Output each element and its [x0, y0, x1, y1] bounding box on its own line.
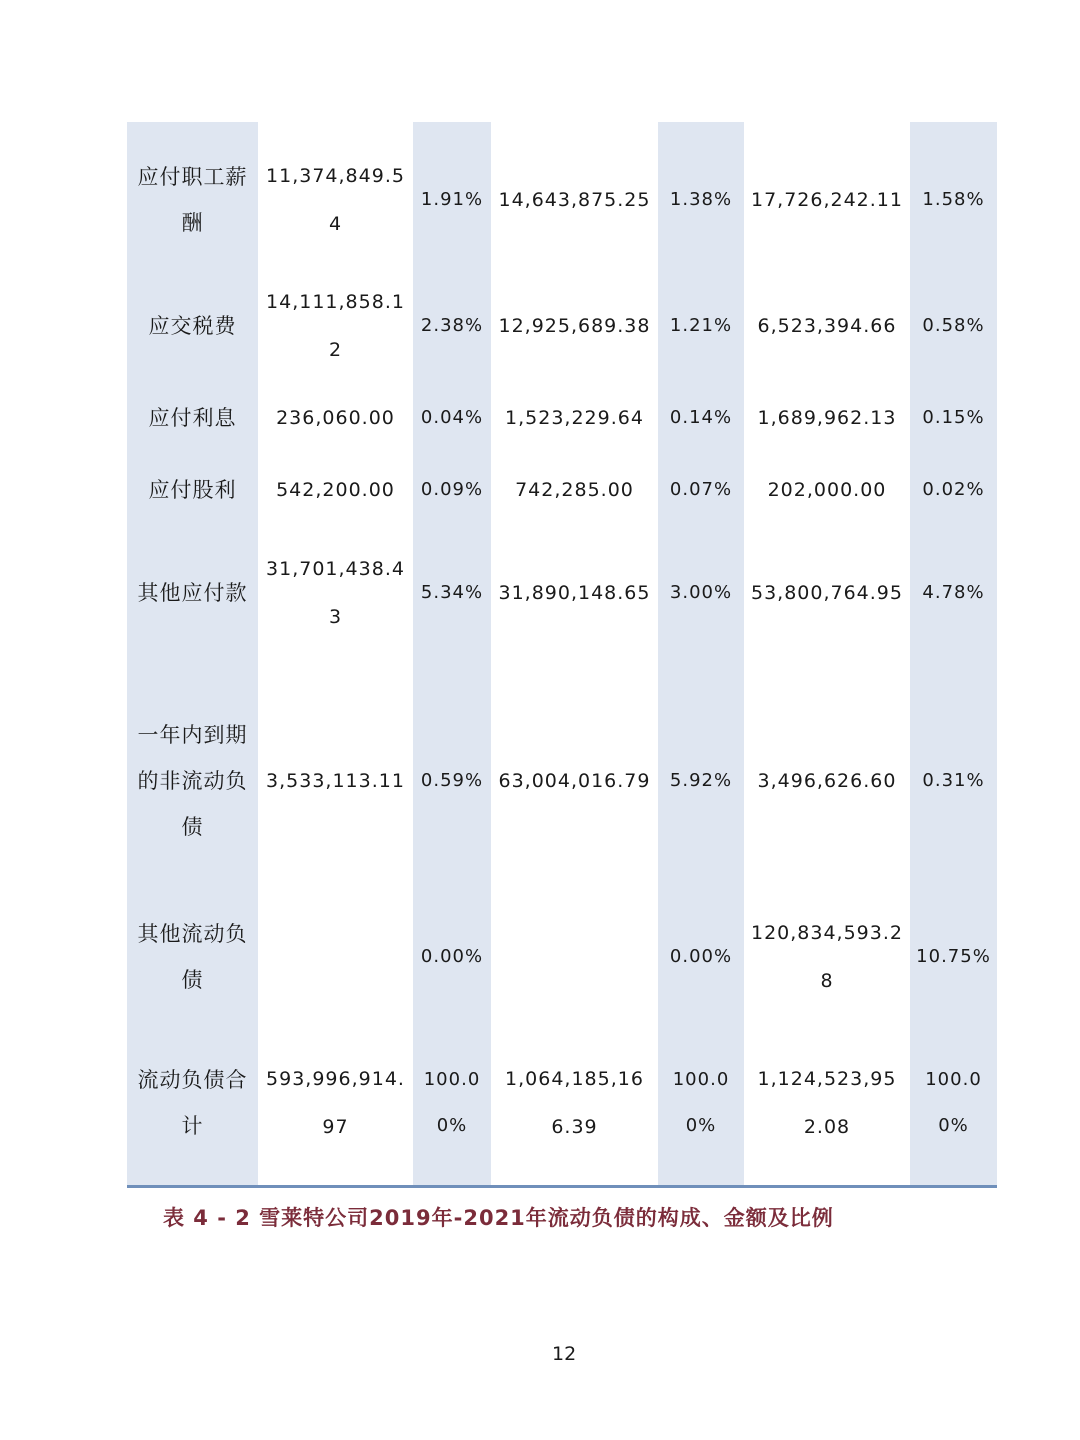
liability-table [127, 122, 997, 1186]
row-item-label: 应交税费 [148, 314, 237, 338]
pct-2021-cell: 0.58% [922, 315, 985, 336]
table-row [127, 374, 997, 462]
pct-2019-cell: 0.00% [420, 946, 484, 967]
pct-2020-cell: 0.00% [669, 946, 733, 967]
table-bottom-rule [127, 1185, 997, 1188]
pct-2021-cell: 4.78% [922, 582, 985, 603]
pct-2019-cell: 2.38% [420, 315, 484, 336]
value-2020-cell: 31,890,148.65 [498, 582, 651, 604]
value-2020-cell: 63,004,016.79 [498, 770, 651, 792]
table-row [127, 462, 997, 518]
value-2021-cell: 120,834,593.28 [750, 922, 903, 992]
pct-2019-cell: 1.91% [420, 189, 484, 210]
value-2019-cell: 542,200.00 [276, 479, 395, 501]
liability-table-grid [127, 122, 997, 1186]
row-item-label: 应付利息 [148, 406, 237, 430]
value-2021-cell: 6,523,394.66 [757, 315, 897, 337]
table-caption: 表 4 - 2 雪莱特公司2019年-2021年流动负债的构成、金额及比例 [163, 1206, 834, 1230]
pct-2019-cell: 0.59% [420, 770, 484, 791]
pct-2020-cell: 0.14% [669, 407, 733, 428]
value-2021-cell: 1,689,962.13 [757, 407, 897, 429]
page-number: 12 [552, 1343, 577, 1365]
value-2021-cell: 3,496,626.60 [757, 770, 897, 792]
row-item-label: 一年内到期的非流动负债 [137, 723, 248, 839]
pct-2020-cell: 3.00% [669, 582, 733, 603]
value-2021-cell: 1,124,523,952.08 [757, 1068, 897, 1138]
row-item-label: 其他流动负债 [137, 922, 248, 992]
pct-2021-cell: 1.58% [922, 189, 985, 210]
table-row [127, 122, 997, 278]
row-item-label: 应付职工薪酬 [137, 165, 248, 235]
value-2021-cell: 202,000.00 [767, 479, 887, 501]
value-2021-cell: 53,800,764.95 [750, 582, 903, 604]
value-2019-cell: 3,533,113.11 [266, 770, 405, 792]
table-row [127, 894, 997, 1020]
pct-2019-cell: 0.09% [420, 479, 484, 500]
pct-2021-cell: 10.75% [916, 946, 991, 967]
pct-2020-cell: 5.92% [669, 770, 733, 791]
pct-2021-cell: 100.00% [925, 1069, 982, 1136]
value-2020-cell: 742,285.00 [515, 479, 634, 501]
value-2019-cell: 31,701,438.43 [266, 558, 405, 628]
table-row [127, 1020, 997, 1186]
value-2020-cell: 12,925,689.38 [498, 315, 651, 337]
table-row [127, 668, 997, 894]
pct-2021-cell: 0.15% [922, 407, 985, 428]
value-2019-cell: 236,060.00 [276, 407, 395, 429]
value-2019-cell: 14,111,858.12 [266, 291, 405, 361]
pct-2020-cell: 0.07% [669, 479, 733, 500]
row-item-label: 流动负债合计 [137, 1068, 248, 1138]
table-row [127, 278, 997, 374]
pct-2019-cell: 0.04% [420, 407, 484, 428]
row-item-label: 应付股利 [148, 478, 237, 502]
pct-2020-cell: 1.38% [669, 189, 733, 210]
value-2020-cell: 1,523,229.64 [505, 407, 644, 429]
pct-2020-cell: 100.00% [672, 1069, 730, 1136]
pct-2019-cell: 5.34% [420, 582, 484, 603]
value-2019-cell [258, 894, 413, 1020]
value-2020-cell [491, 894, 658, 1020]
value-2021-cell: 17,726,242.11 [750, 189, 903, 211]
value-2020-cell: 14,643,875.25 [498, 189, 651, 211]
value-2019-cell: 593,996,914.97 [266, 1068, 405, 1138]
value-2020-cell: 1,064,185,166.39 [505, 1068, 644, 1138]
pct-2020-cell: 1.21% [669, 315, 733, 336]
value-2019-cell: 11,374,849.54 [266, 165, 405, 235]
pct-2021-cell: 0.02% [922, 479, 985, 500]
pct-2019-cell: 100.00% [423, 1069, 481, 1136]
table-row [127, 518, 997, 668]
pct-2021-cell: 0.31% [922, 770, 985, 791]
row-item-label: 其他应付款 [137, 581, 248, 605]
